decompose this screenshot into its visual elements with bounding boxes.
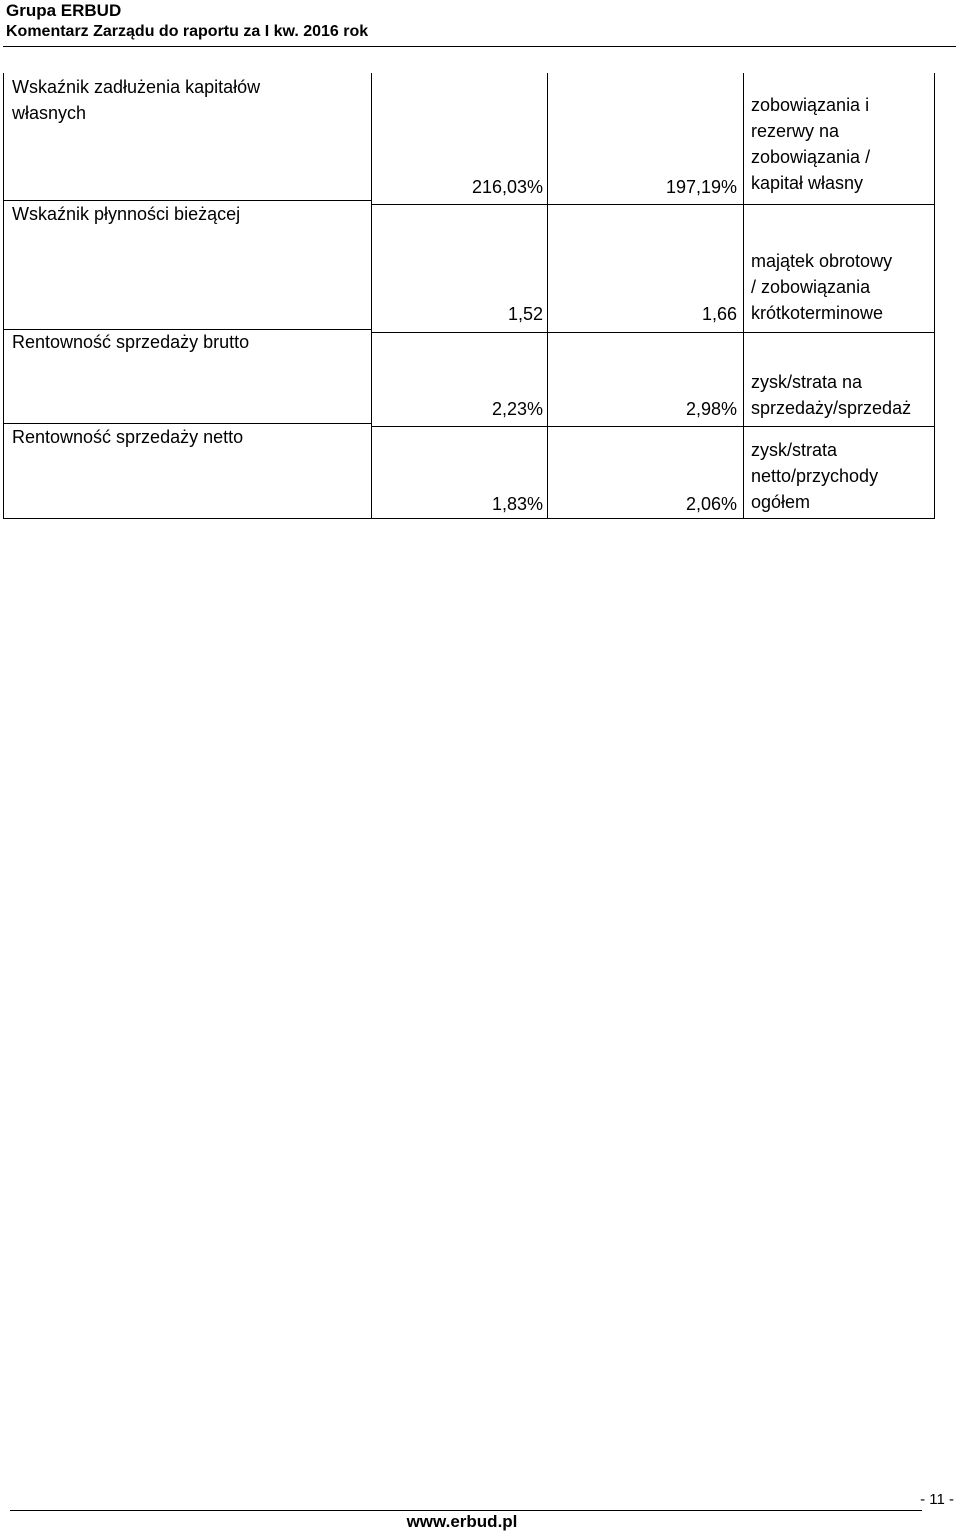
formula-description: zysk/strata na sprzedaży/sprzedaż (751, 372, 912, 418)
table-border-right (934, 73, 935, 519)
ratios-table (3, 73, 935, 519)
value-current: 216,03% (471, 177, 543, 197)
table-border-left (3, 73, 4, 519)
value-previous: 2,98% (685, 399, 737, 419)
page-number: - 11 - (920, 1491, 954, 1508)
value-current: 1,52 (507, 304, 543, 324)
value-current: 1,83% (491, 494, 543, 514)
column-divider (371, 73, 372, 519)
value-previous: 1,66 (701, 304, 737, 324)
header-divider (3, 46, 956, 47)
table-border-bottom (3, 518, 935, 519)
formula-description: zobowiązania i rezerwy na zobowiązania / kapitał własny (751, 95, 871, 193)
report-subtitle: Komentarz Zarządu do raportu za I kw. 2016 rok (6, 23, 369, 40)
table-row-label: Wskaźnik płynności bieżącej (12, 204, 241, 224)
row-divider (371, 204, 935, 205)
column-divider (743, 73, 744, 519)
row-divider (371, 332, 935, 333)
value-previous: 197,19% (665, 177, 737, 197)
table-row-label: Rentowność sprzedaży brutto (12, 332, 250, 352)
value-current: 2,23% (491, 399, 543, 419)
document-header (6, 0, 368, 42)
company-name: Grupa ERBUD (6, 1, 122, 20)
formula-description: majątek obrotowy / zobowiązania krótkoterminowe (751, 251, 893, 323)
formula-description: zysk/strata netto/przychody ogółem (751, 440, 879, 512)
table-row-label: Rentowność sprzedaży netto (12, 427, 244, 447)
value-previous: 2,06% (685, 494, 737, 514)
table-row-label: Wskaźnik zadłużenia kapitałów własnych (12, 77, 261, 123)
row-divider (371, 426, 935, 427)
footer-divider (10, 1510, 922, 1511)
website-link[interactable]: www.erbud.pl (406, 1512, 518, 1531)
column-divider (547, 73, 548, 519)
